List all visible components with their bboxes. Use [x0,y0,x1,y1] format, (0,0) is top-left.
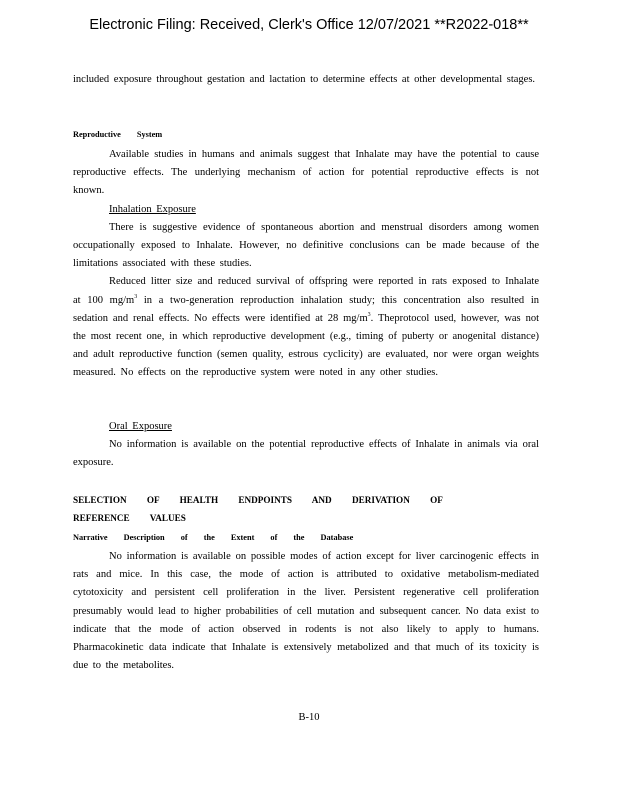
filing-header: Electronic Filing: Received, Clerk's Office 12/07/2021 **R2022-018** [89,17,529,33]
reproductive-paragraph-1: Available studies in humans and animals suggest that Inhalate may have the potential to cause reproductive effects. The underlying mechanism of action for potential reproductive effects is not known. [73,149,539,197]
document-body [73,71,539,89]
oral-section [73,418,539,473]
superscript-3: 3 [367,311,371,318]
narrative-heading: Narrative Description of the Extent of the Database [73,533,354,542]
oral-exposure-heading: Oral Exposure [109,421,172,432]
inhalation-paragraph-1: There is suggestive evidence of spontaneous abortion and menstrual disorders among women occupationally exposed to Inhalate. However, no definitive conclusions can be made because of the limitations associated with these studies. [73,221,539,270]
selection-section-heading-block [73,491,473,527]
selection-section [73,531,539,675]
oral-paragraph: No information is available on the potential reproductive effects of Inhalate in animals via oral exposure. [73,439,539,469]
inhalation-paragraph-2 [73,273,539,382]
reproductive-section [73,128,539,383]
reproductive-heading: Reproductive System [73,130,163,139]
selection-heading: SELECTION OF HEALTH ENDPOINTS AND DERIVATION OF REFERENCE VALUES [73,495,443,523]
superscript-3: 3 [134,293,138,300]
inhalation-exposure-heading: Inhalation Exposure [109,203,196,215]
narrative-paragraph: No information is available on possible modes of action except for liver carcinogenic effects in rats and mice. In this case, the mode of action is attributed to oxidative metabolism-mediated cytotoxicity and persistent cell proliferation in the liver. Persistent regenerative cell proliferation presumably would lead to higher probabilities of cell mutation and subsequent cancer. No data exist to indicate that the mode of action observed in rodents is not also likely to apply to humans. Pharmacokinetic data indicate that Inhalate is extensively metabolized and that much of its toxicity is due to the metabolites. [73,551,539,672]
page-number: B-10 [298,712,320,723]
intro-paragraph: included exposure throughout gestation and lactation to determine effects at other developmental stages. [73,74,536,85]
inhalation-text-c: . Theprotocol used, however, was not the most recent one, in which reproductive development (e.g., timing of puberty or anogenital distance) and adult reproductive function (semen quality, estrous cyclicity) are evaluated, nor were organ weights measured. No effects on the reproductive system were noted in any other studies. [73,312,539,379]
inhalation-text-b: in a two-generation reproduction inhalation study; this concentration also resulted in sedation and renal effects. No effects were identified at 28 mg/m [73,294,539,324]
inhalation-text-a: Reduced litter size and reduced survival of offspring were reported in rats exposed to Inhalate at 100 mg/m [73,276,539,306]
